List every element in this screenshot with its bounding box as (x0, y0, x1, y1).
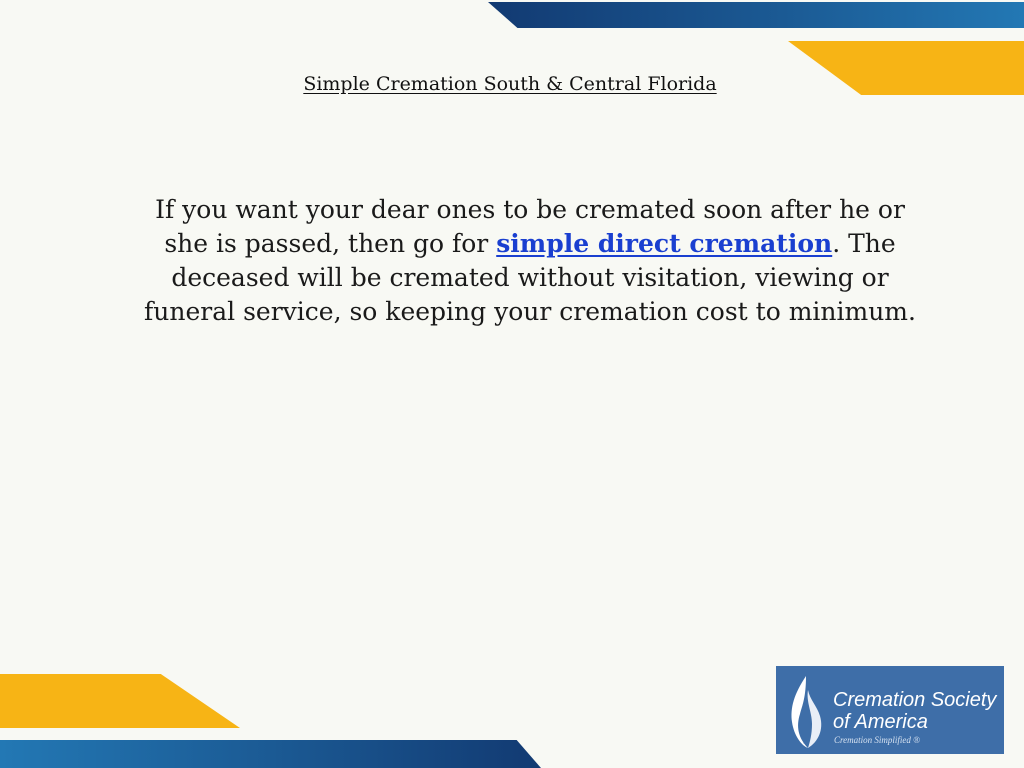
body-text-after-link: . The deceased will be cremated without visitation, viewing or funeral service, so keeping your cremation cost to minimum. (144, 229, 916, 326)
logo-text-line1: Cremation Society (833, 689, 997, 711)
simple-direct-cremation-link[interactable]: simple direct cremation (496, 229, 833, 258)
top-blue-band (488, 2, 1024, 28)
body-paragraph (130, 193, 930, 329)
flame-icon (784, 674, 828, 750)
logo-tagline: Cremation Simplified ® (834, 735, 921, 745)
logo-text-line2: of America (833, 711, 928, 733)
bottom-blue-band (0, 740, 541, 768)
body-text-before-link: If you want your dear ones to be cremated soon after he or she is passed, then go for (155, 195, 905, 258)
slide-title: Simple Cremation South & Central Florida (303, 73, 717, 95)
bottom-gold-band (0, 674, 240, 728)
cremation-society-logo[interactable] (776, 666, 1004, 754)
